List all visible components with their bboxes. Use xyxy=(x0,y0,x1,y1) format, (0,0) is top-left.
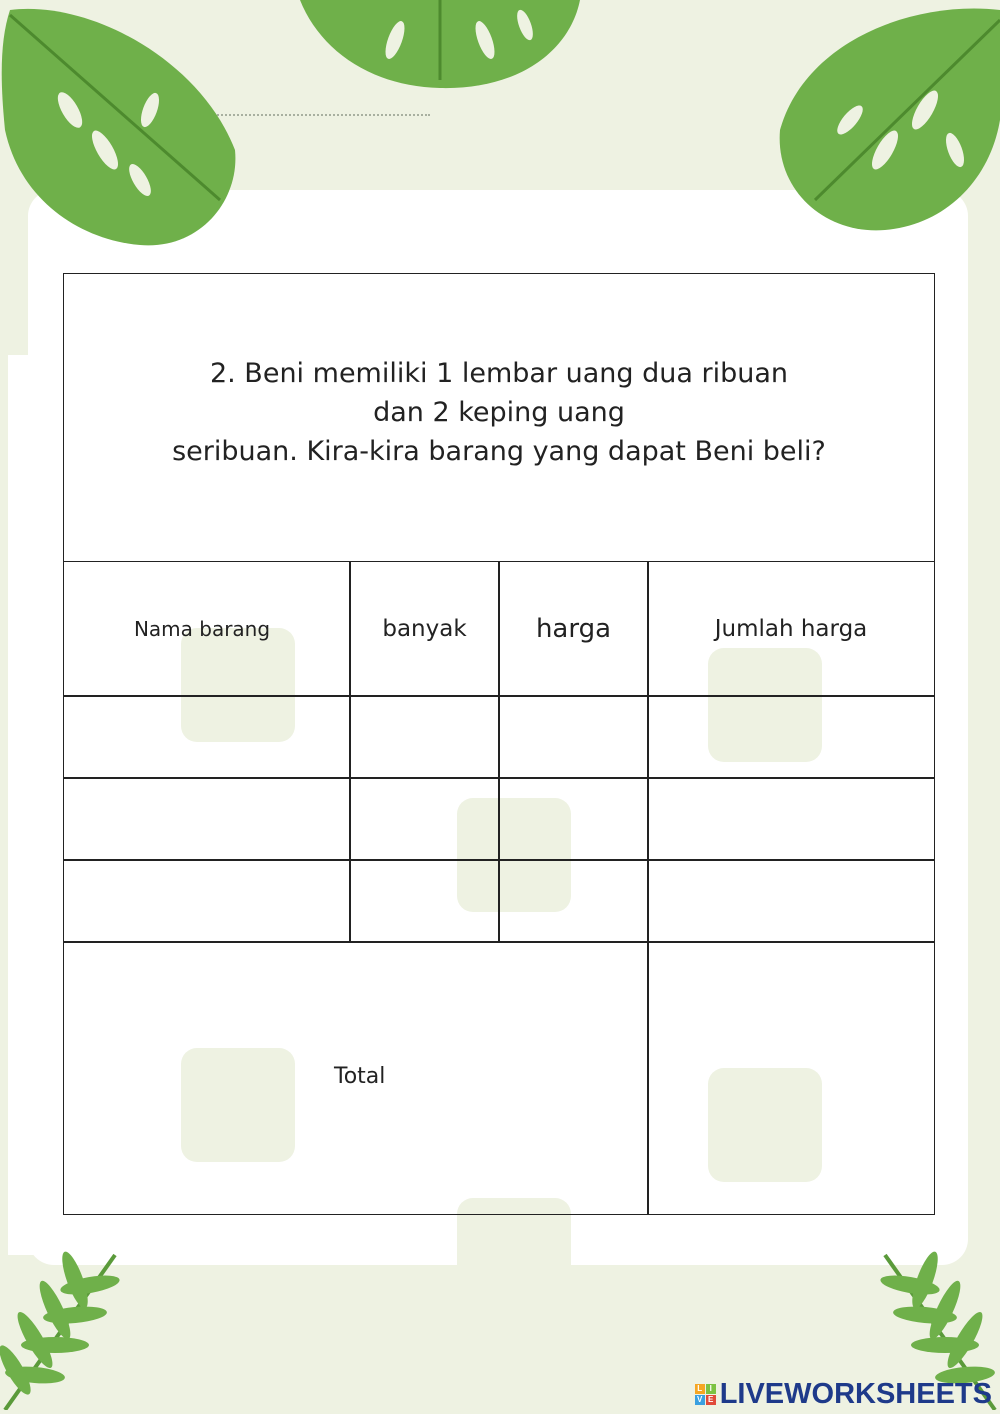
cell-nama-barang[interactable] xyxy=(63,695,351,779)
monstera-leaf-top-right-icon xyxy=(775,0,1000,235)
header-label: Jumlah harga xyxy=(714,616,868,642)
paper-edge-left xyxy=(8,355,48,1255)
brand-text: LIVEWORKSHEETS xyxy=(719,1378,992,1410)
question-text xyxy=(172,354,826,471)
cell-jumlah-harga[interactable] xyxy=(647,859,935,943)
cell-jumlah-harga[interactable] xyxy=(647,777,935,861)
monstera-leaf-top-center-icon xyxy=(300,0,580,90)
total-label: Total xyxy=(334,1064,386,1089)
logo-letter: L xyxy=(695,1384,705,1394)
cell-jumlah-harga[interactable] xyxy=(647,695,935,779)
cell-harga[interactable] xyxy=(498,859,649,943)
header-harga xyxy=(498,561,649,697)
cell-banyak[interactable] xyxy=(349,859,500,943)
cell-banyak[interactable] xyxy=(349,695,500,779)
liveworksheets-logo-icon xyxy=(695,1384,716,1405)
question-line: 2. Beni memiliki 1 lembar uang dua ribuan xyxy=(209,358,789,389)
cell-nama-barang[interactable] xyxy=(63,859,351,943)
cell-harga[interactable] xyxy=(498,695,649,779)
header-label: harga xyxy=(535,614,612,644)
cell-nama-barang[interactable] xyxy=(63,777,351,861)
question-line: dan 2 keping uang xyxy=(373,397,625,428)
header-jumlah-harga xyxy=(647,561,935,697)
cell-harga[interactable] xyxy=(498,777,649,861)
header-nama-barang xyxy=(63,561,351,697)
fern-leaf-bottom-left-icon xyxy=(0,1245,130,1410)
question-line: seribuan. Kira-kira barang yang dapat Beni beli? xyxy=(172,436,826,467)
logo-letter: I xyxy=(706,1384,716,1394)
header-label: banyak xyxy=(382,616,467,642)
logo-letter: E xyxy=(706,1395,716,1405)
monstera-leaf-top-left-icon xyxy=(0,0,245,250)
background-square xyxy=(457,1198,571,1312)
question-box xyxy=(63,273,935,561)
logo-letter: V xyxy=(695,1395,705,1405)
cell-banyak[interactable] xyxy=(349,777,500,861)
liveworksheets-brand xyxy=(695,1378,992,1411)
header-label: Nama barang xyxy=(133,617,271,641)
paper-edge-right xyxy=(940,300,968,1200)
total-value-cell[interactable] xyxy=(647,941,935,1215)
header-banyak xyxy=(349,561,500,697)
